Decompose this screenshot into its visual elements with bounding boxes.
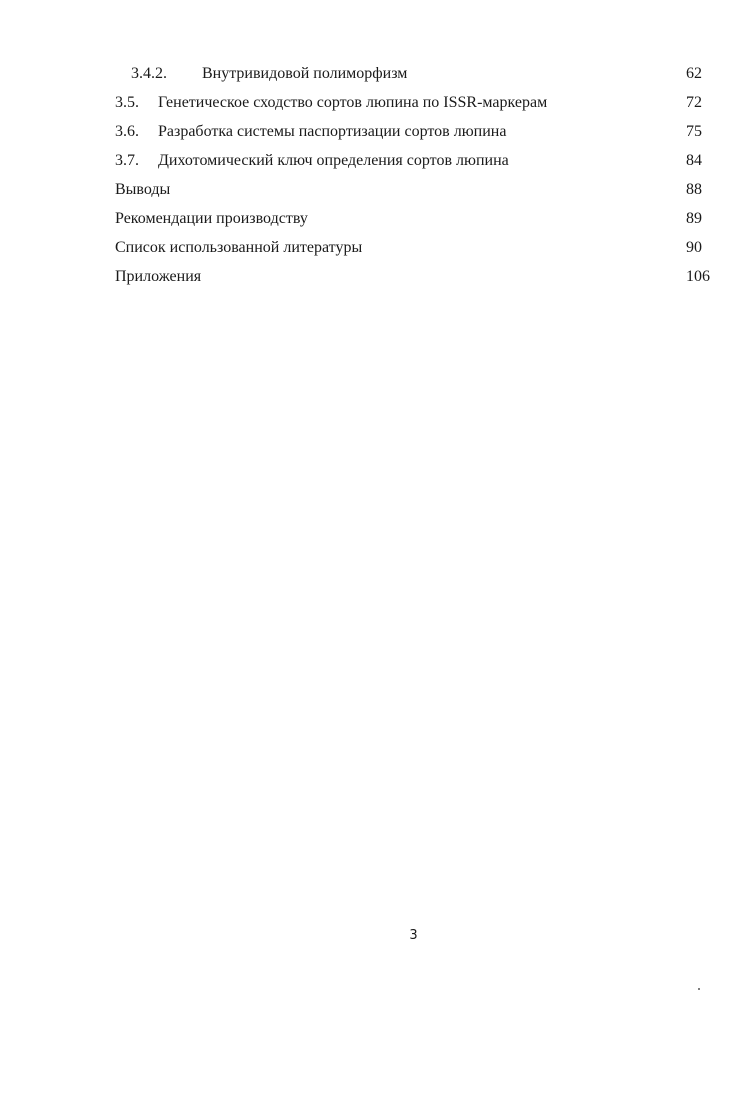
toc-entry-page: 84 (686, 152, 702, 169)
table-of-contents (0, 59, 733, 291)
page-number: 3 (409, 928, 418, 943)
toc-entry-number: 3.4.2. (131, 65, 167, 82)
toc-entry-page: 72 (686, 94, 702, 111)
toc-entry-page: 90 (686, 239, 702, 256)
toc-entry-recommendations (0, 204, 733, 233)
toc-entry-page: 62 (686, 65, 702, 82)
toc-entry-3-4-2 (0, 59, 733, 88)
toc-entry-3-5 (0, 88, 733, 117)
toc-entry-appendices (0, 262, 733, 291)
toc-entry-3-6 (0, 117, 733, 146)
toc-entry-title: Список использованной литературы (115, 239, 363, 256)
toc-entry-title: Выводы (115, 181, 171, 198)
toc-entry-number: 3.5. (115, 94, 139, 111)
toc-entry-title: Разработка системы паспортизации сортов люпина (158, 123, 507, 140)
toc-entry-page: 106 (686, 268, 710, 285)
toc-entry-references (0, 233, 733, 262)
toc-entry-3-7 (0, 146, 733, 175)
toc-entry-title: Рекомендации производству (115, 210, 308, 227)
toc-entry-title: Дихотомический ключ определения сортов люпина (158, 152, 509, 169)
toc-entry-page: 89 (686, 210, 702, 227)
toc-entry-number: 3.7. (115, 152, 139, 169)
toc-entry-title: Генетическое сходство сортов люпина по ISSR-маркерам (158, 94, 548, 111)
toc-entry-title: Внутривидовой полиморфизм (202, 65, 408, 82)
toc-entry-title: Приложения (115, 268, 202, 285)
toc-entry-number: 3.6. (115, 123, 139, 140)
toc-entry-page: 75 (686, 123, 702, 140)
toc-entry-page: 88 (686, 181, 702, 198)
scan-speck (698, 988, 700, 990)
toc-entry-conclusions (0, 175, 733, 204)
